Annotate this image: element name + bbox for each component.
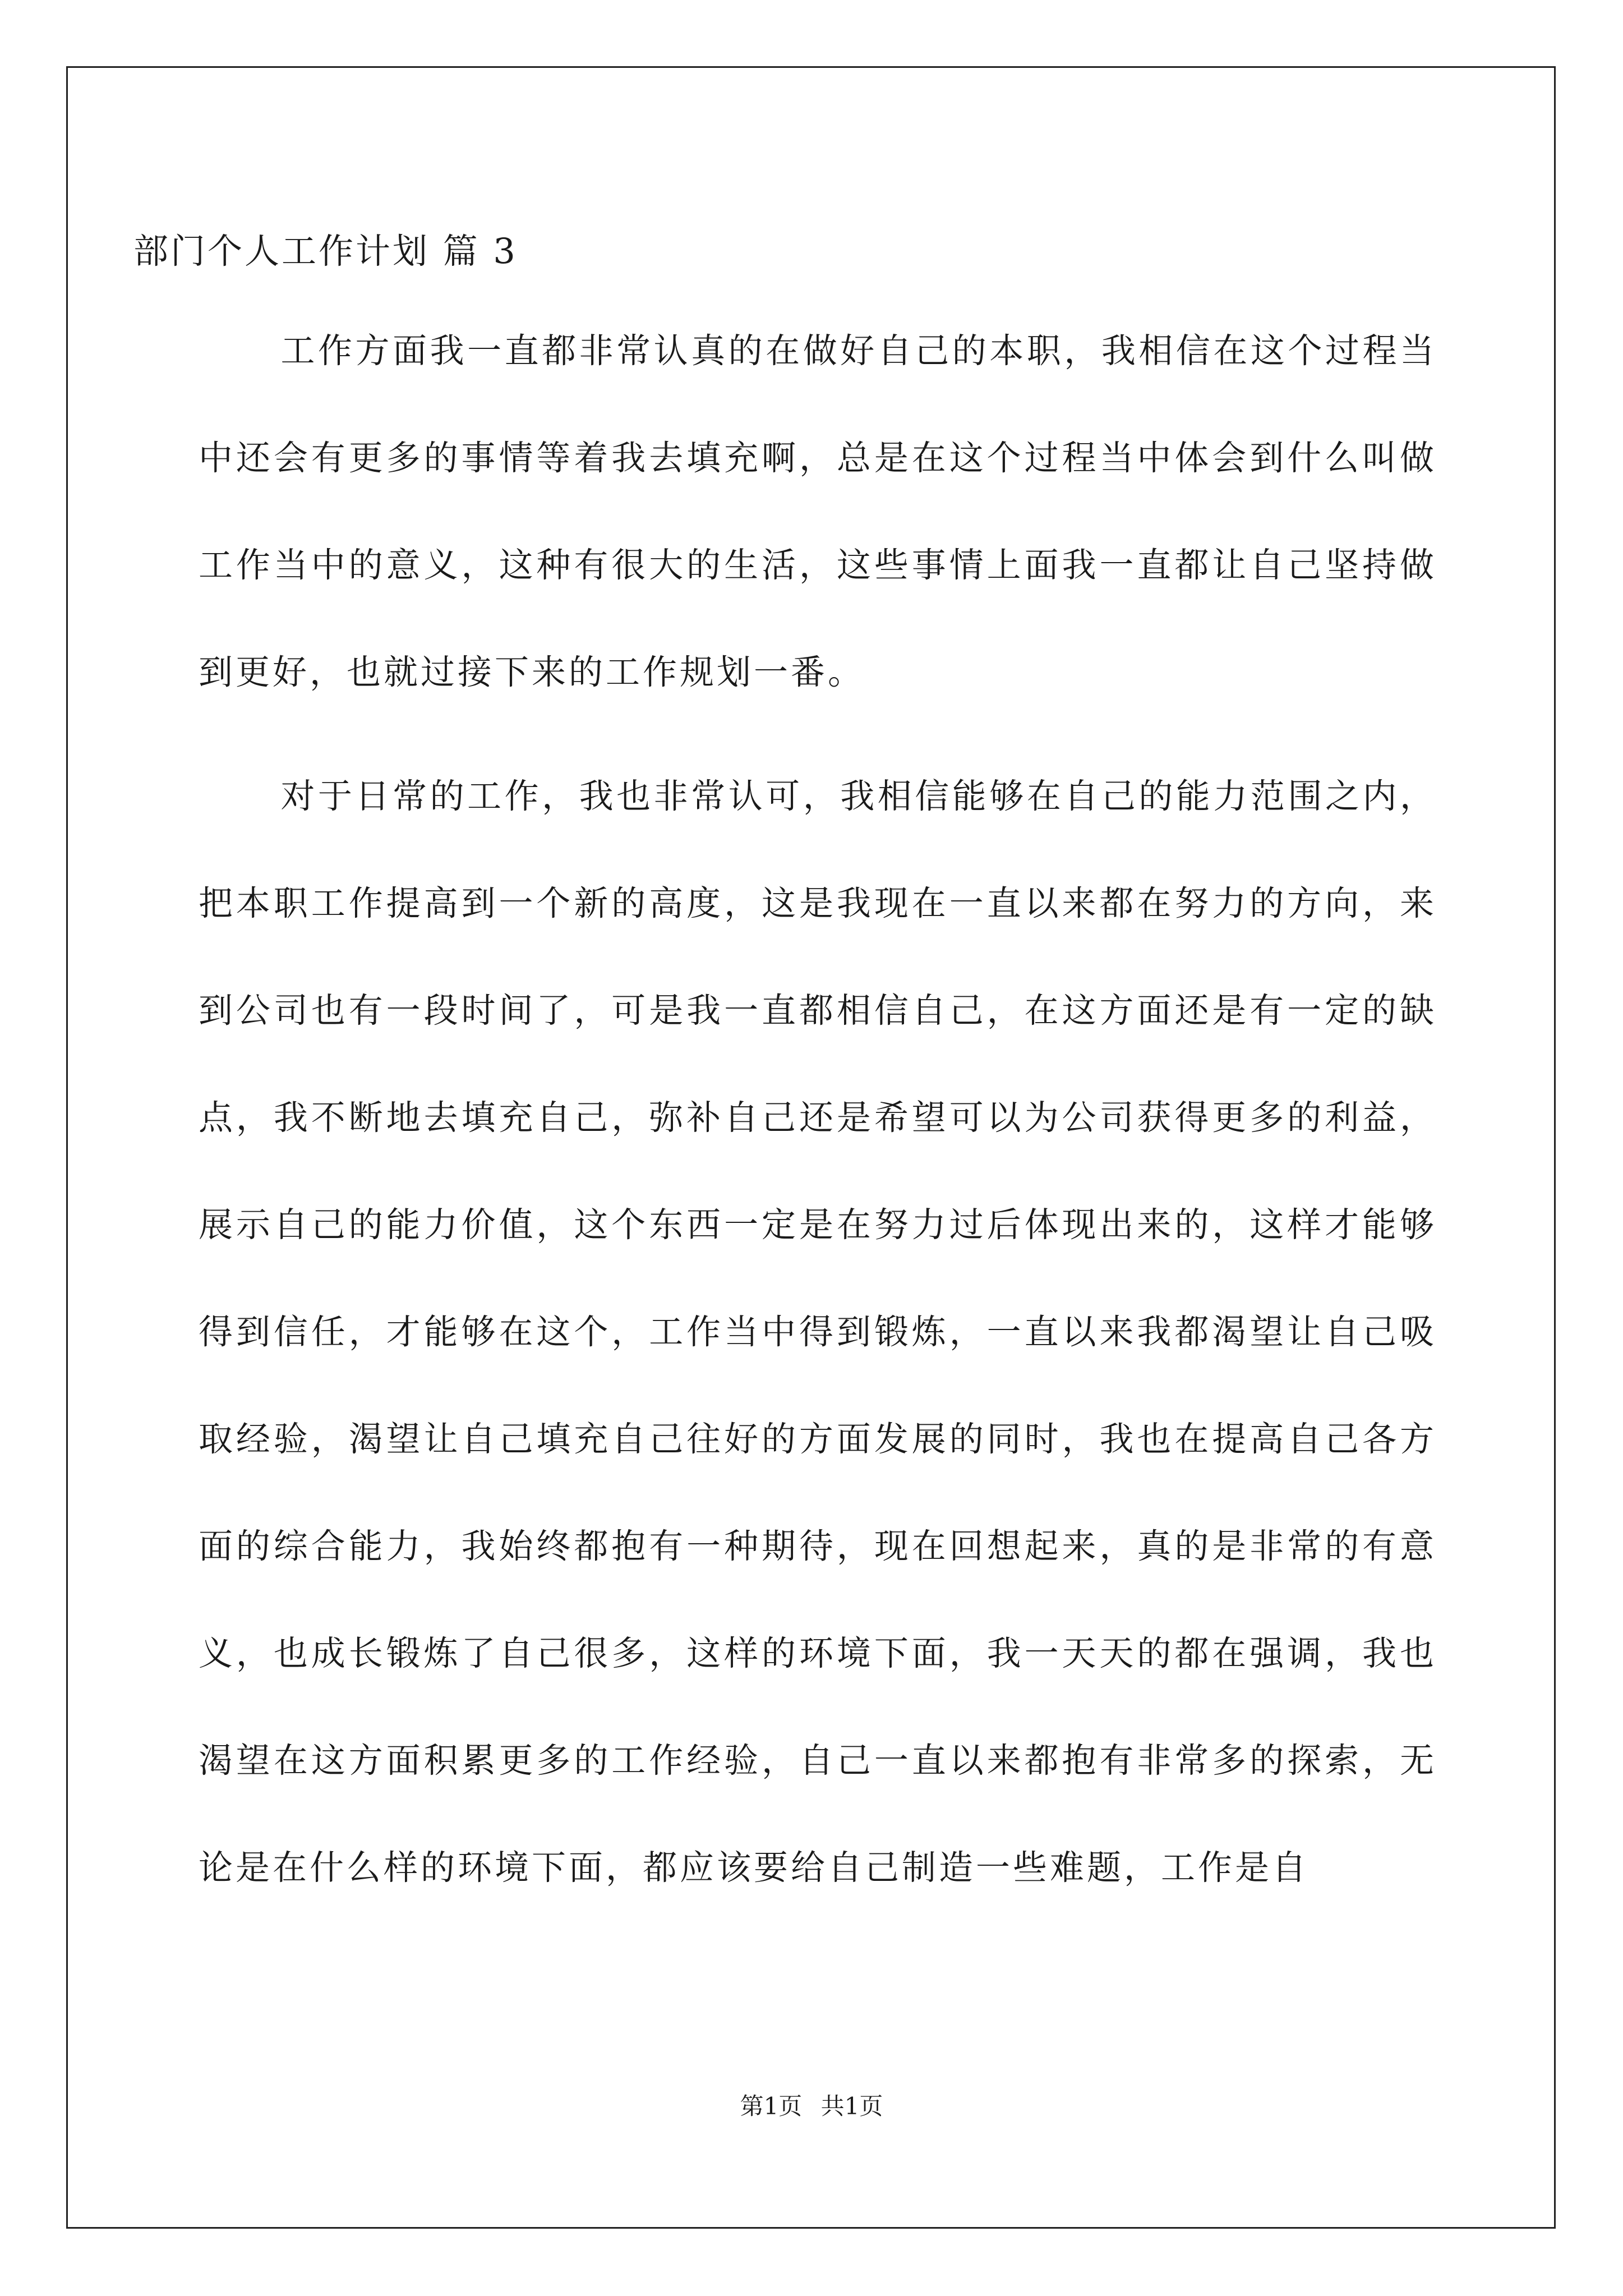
page-footer <box>0 2090 1623 2123</box>
paragraph-1-text: 工作方面我一直都非常认真的在做好自己的本职，我相信在这个过程当中还会有更多的事情等着我去填充啊，总是在这个过程当中体会到什么叫做工作当中的意义，这种有很大的生活，这些事情上面我一直都让自己坚持做到更好，也就过接下来的工作规划一番。 <box>199 331 1437 692</box>
paragraph-2-text: 对于日常的工作，我也非常认可，我相信能够在自己的能力范围之内，把本职工作提高到一个新的高度，这是我现在一直以来都在努力的方向，来到公司也有一段时间了，可是我一直都相信自己，在这方面还是有一定的缺点，我不断地去填充自己，弥补自己还是希望可以为公司获得更多的利益，展示自己的能力价值，这个东西一定是在努力过后体现出来的，这样才能够得到信任，才能够在这个，工作当中得到锻炼，一直以来我都渴望让自己吸取经验，渴望让自己填充自己往好的方面发展的同时，我也在提高自己各方面的综合能力，我始终都抱有一种期待，现在回想起来，真的是非常的有意义，也成长锻炼了自己很多，这样的环境下面，我一天天的都在强调，我也渴望在这方面积累更多的工作经验，自己一直以来都抱有非常多的探索，无论是在什么样的环境下面，都应该要给自己制造一些难题，工作是自 <box>199 776 1437 1888</box>
page-number: 第1页 <box>740 2092 803 2120</box>
page-total: 共1页 <box>820 2092 883 2120</box>
document-title: 部门个人工作计划 篇 3 <box>133 231 518 272</box>
paragraph-1 <box>199 297 1437 726</box>
paragraph-2 <box>199 743 1437 1921</box>
